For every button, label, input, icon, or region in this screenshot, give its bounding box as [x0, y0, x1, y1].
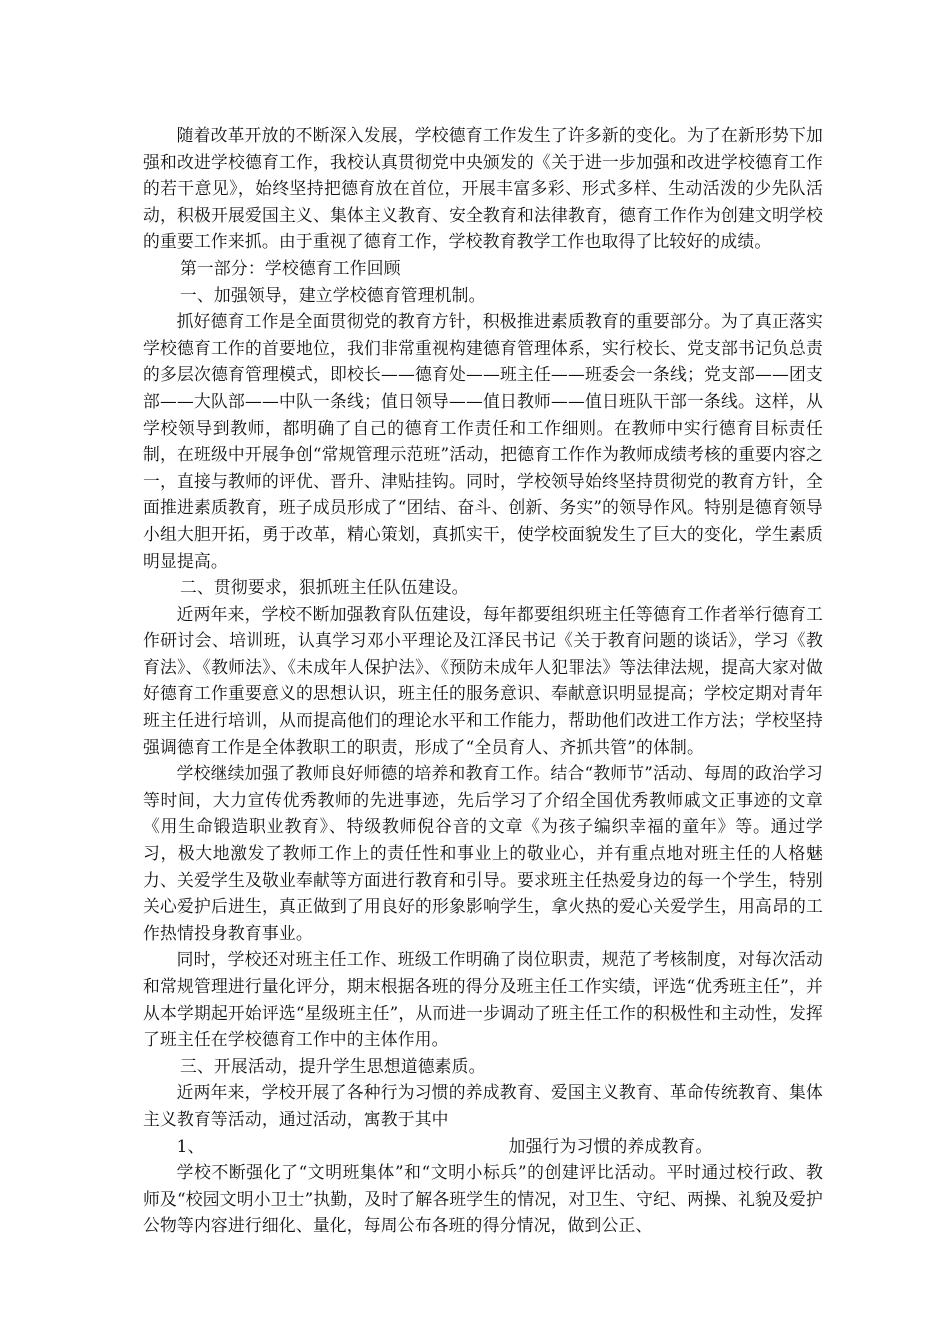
subitem-one [143, 1133, 823, 1160]
section-one-heading: 一、加强领导，建立学校德育管理机制。 [179, 284, 486, 305]
subitem-text: 加强行为习惯的养成教育。 [508, 1135, 713, 1156]
final-paragraph: 学校不断强化了“文明班集体”和“文明小标兵”的创建评比活动。平时通过校行政、教师及“校园文明小卫士”执勤，及时了解各班学生的情况，对卫生、守纪、两操、礼貌及爱护公物等内容进行细化、量化，每周公布各班的得分情况，做到公正、 [143, 1162, 823, 1236]
section-three-heading: 三、开展活动，提升学生思想道德素质。 [179, 1055, 486, 1076]
section-two-heading: 二、贯彻要求，狠抓班主任队伍建设。 [179, 577, 469, 598]
section-three-paragraph: 近两年来，学校开展了各种行为习惯的养成教育、爱国主义教育、革命传统教育、集体主义教育等活动，通过活动，寓教于其中 [143, 1082, 823, 1129]
section-two-paragraph-2: 学校继续加强了教师良好师德的培养和教育工作。结合“教师节”活动、每周的政治学习等时间，大力宣传优秀教师的先进事迹，先后学习了介绍全国优秀教师戚文正事迹的文章《用生命锻造职业教育》、特级教师倪谷音的文章《为孩子编织幸福的童年》等。通过学习，极大地激发了教师工作上的责任性和事业上的敬业心，并有重点地对班主任的人格魅力、关爱学生及敬业奉献等方面进行教育和引导。要求班主任热爱身边的每一个学生，特别关心爱护后进生，真正做到了用良好的形象影响学生，拿火热的爱心关爱学生，用高昂的工作热情投身教育事业。 [143, 763, 823, 943]
part-one-heading: 第一部分：学校德育工作回顾 [179, 257, 401, 278]
section-two-paragraph-3: 同时，学校还对班主任工作、班级工作明确了岗位职责，规范了考核制度，对每次活动和常规管理进行量化评分，期末根据各班的得分及班主任工作实绩，评选“优秀班主任”，并从本学期起开始评选“星级班主任”，从而进一步调动了班主任工作的积极性和主动性，发挥了班主任在学校德育工作中的主体作用。 [143, 949, 823, 1050]
document-body [143, 122, 823, 1239]
section-one-paragraph: 抓好德育工作是全面贯彻党的教育方针，积极推进素质教育的重要部分。为了真正落实学校德育工作的首要地位，我们非常重视构建德育管理体系，实行校长、党支部书记负总责的多层次德育管理模式，即校长——德育处——班主任——班委会一条线；党支部——团支部——大队部——中队一条线；值日领导——值日教师——值日班队干部一条线。这样，从学校领导到教师，都明确了自己的德育工作责任和工作细则。在教师中实行德育目标责任制，在班级中开展争创“常规管理示范班”活动，把德育工作作为教师成绩考核的重要内容之一，直接与教师的评优、晋升、津贴挂钩。同时，学校领导始终坚持贯彻党的教育方针，全面推进素质教育，班子成员形成了“团结、奋斗、创新、务实”的领导作风。特别是德育领导小组大胆开拓，勇于改革，精心策划，真抓实干，使学校面貌发生了巨大的变化，学生素质明显提高。 [143, 311, 823, 571]
intro-paragraph: 随着改革开放的不断深入发展，学校德育工作发生了许多新的变化。为了在新形势下加强和改进学校德育工作，我校认真贯彻党中央颁发的《关于进一步加强和改进学校德育工作的若干意见》，始终坚持把德育放在首位，开展丰富多彩、形式多样、生动活泼的少先队活动，积极开展爱国主义、集体主义教育、安全教育和法律教育，德育工作作为创建文明学校的重要工作来抓。由于重视了德育工作，学校教育教学工作也取得了比较好的成绩。 [143, 125, 823, 252]
subitem-number: 1、 [176, 1135, 205, 1156]
section-two-paragraph-1: 近两年来，学校不断加强教育队伍建设，每年都要组织班主任等德育工作者举行德育工作研讨会、培训班，认真学习邓小平理论及江泽民书记《关于教育问题的谈话》，学习《教育法》、《教师法》、《未成年人保护法》、《预防未成年人犯罪法》等法律法规，提高大家对做好德育工作重要意义的思想认识，班主任的服务意识、奉献意识明显提高；学校定期对青年班主任进行培训，从而提高他们的理论水平和工作能力，帮助他们改进工作方法；学校坚持强调德育工作是全体教职工的职责，形成了“全员育人、齐抓共管”的体制。 [143, 603, 823, 757]
